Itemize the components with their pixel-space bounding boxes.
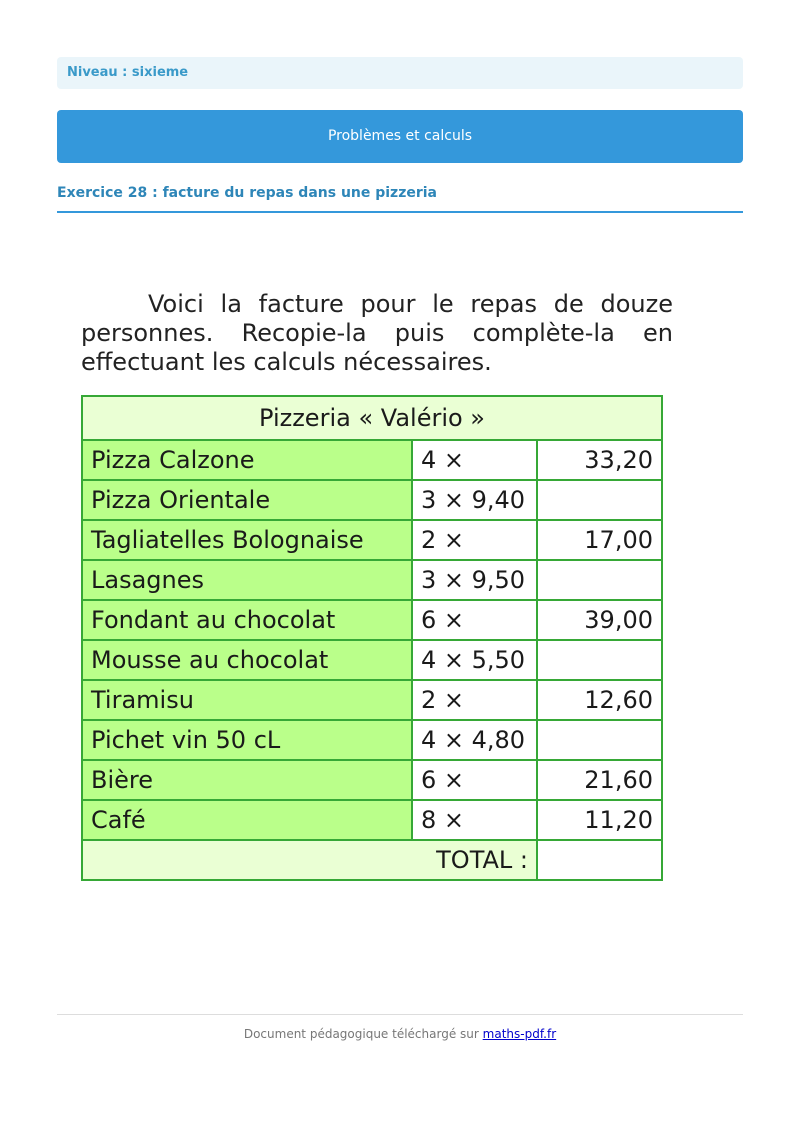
topic-banner: Problèmes et calculs	[57, 110, 743, 163]
invoice-row	[82, 680, 662, 720]
invoice-title: Pizzeria « Valério »	[82, 396, 662, 440]
invoice-row	[82, 440, 662, 480]
footer-text: Document pédagogique téléchargé sur	[243, 1027, 479, 1041]
invoice-quantity: 4 × 4,80	[412, 720, 537, 760]
invoice-amount: 17,00	[537, 520, 662, 560]
invoice-item: Lasagnes	[82, 560, 412, 600]
invoice-item: Café	[82, 800, 412, 840]
invoice-amount	[537, 640, 662, 680]
invoice-amount: 39,00	[537, 600, 662, 640]
invoice-amount: 11,20	[537, 800, 662, 840]
invoice-quantity: 3 × 9,40	[412, 480, 537, 520]
invoice-quantity: 4 ×	[412, 440, 537, 480]
invoice-row	[82, 520, 662, 560]
invoice-item: Fondant au chocolat	[82, 600, 412, 640]
invoice-row	[82, 480, 662, 520]
exercise-intro: Voici la facture pour le repas de douze personnes. Recopie-la puis complète-la en effectuant les calculs nécessaires.	[81, 290, 673, 376]
invoice-item: Pichet vin 50 cL	[82, 720, 412, 760]
invoice-quantity: 6 ×	[412, 600, 537, 640]
invoice-row	[82, 560, 662, 600]
exercise-title: Exercice 28 : facture du repas dans une pizzeria	[57, 185, 743, 213]
invoice-row	[82, 640, 662, 680]
invoice-amount: 12,60	[537, 680, 662, 720]
invoice-quantity: 2 ×	[412, 520, 537, 560]
invoice-table	[81, 395, 663, 881]
invoice-row	[82, 760, 662, 800]
invoice-amount	[537, 480, 662, 520]
footer	[0, 1027, 800, 1041]
invoice-item: Pizza Orientale	[82, 480, 412, 520]
invoice-amount	[537, 720, 662, 760]
invoice-item: Bière	[82, 760, 412, 800]
invoice-row	[82, 600, 662, 640]
footer-divider	[57, 1014, 743, 1015]
total-label: TOTAL :	[82, 840, 537, 880]
invoice-amount	[537, 560, 662, 600]
invoice-quantity: 4 × 5,50	[412, 640, 537, 680]
level-label: Niveau : sixieme	[57, 57, 743, 89]
invoice-item: Mousse au chocolat	[82, 640, 412, 680]
invoice-quantity: 8 ×	[412, 800, 537, 840]
invoice-row	[82, 720, 662, 760]
invoice-quantity: 3 × 9,50	[412, 560, 537, 600]
invoice-item: Tagliatelles Bolognaise	[82, 520, 412, 560]
invoice-item: Tiramisu	[82, 680, 412, 720]
invoice-amount: 33,20	[537, 440, 662, 480]
footer-link[interactable]: maths-pdf.fr	[482, 1027, 557, 1041]
invoice-quantity: 2 ×	[412, 680, 537, 720]
invoice-row	[82, 800, 662, 840]
invoice-amount: 21,60	[537, 760, 662, 800]
invoice-quantity: 6 ×	[412, 760, 537, 800]
invoice-item: Pizza Calzone	[82, 440, 412, 480]
total-value	[537, 840, 662, 880]
